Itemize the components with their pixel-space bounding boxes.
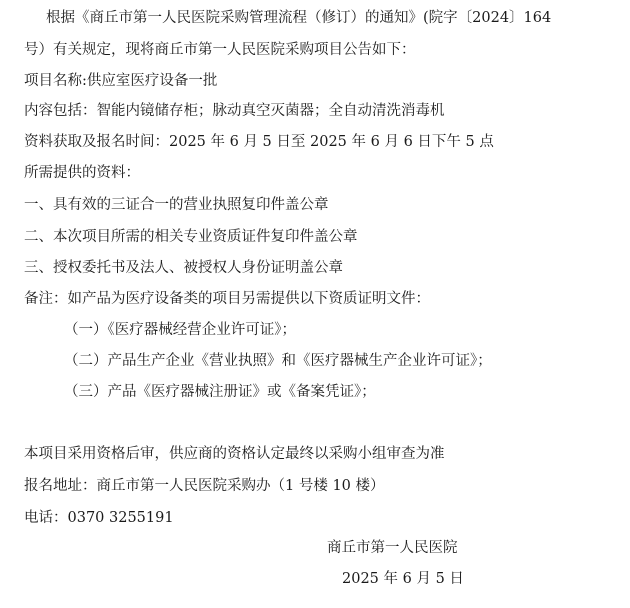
signature-date: 2025 年 6 月 5 日 [342,571,464,587]
registration-time: 资料获取及报名时间：2025 年 6 月 5 日至 2025 年 6 月 6 日下午 5 点 [24,134,494,150]
review-statement: 本项目采用资格后审，供应商的资格认定最终以采购小组审查为准 [24,446,445,462]
material-item-1: 一、具有效的三证合一的营业执照复印件盖公章 [24,197,329,213]
intro-line-1: 根据《商丘市第一人民医院采购管理流程（修订）的通知》(院字〔2024〕164 [46,10,552,26]
remark-line: 备注：如产品为医疗设备类的项目另需提供以下资质证明文件： [24,291,430,307]
signature-organization: 商丘市第一人民医院 [327,540,458,556]
material-item-2: 二、本次项目所需的相关专业资质证件复印件盖公章 [24,229,358,245]
contents-line: 内容包括：智能内镜储存柜；脉动真空灭菌器；全自动清洗消毒机 [24,103,445,119]
material-item-3: 三、授权委托书及法人、被授权人身份证明盖公章 [24,260,343,276]
registration-address: 报名地址：商丘市第一人民医院采购办（1 号楼 10 楼） [24,478,385,494]
remark-item-2: （二）产品生产企业《营业执照》和《医疗器械生产企业许可证》； [64,353,492,369]
intro-line-2: 号）有关规定，现将商丘市第一人民医院采购项目公告如下： [24,42,416,58]
project-name: 项目名称:供应室医疗设备一批 [24,73,218,89]
contact-phone: 电话：0370 3255191 [24,510,174,526]
remark-item-3: （三）产品《医疗器械注册证》或《备案凭证》； [64,384,376,400]
remark-item-1: （一）《医疗器械经营企业许可证》； [64,322,296,338]
materials-title: 所需提供的资料： [24,165,140,181]
